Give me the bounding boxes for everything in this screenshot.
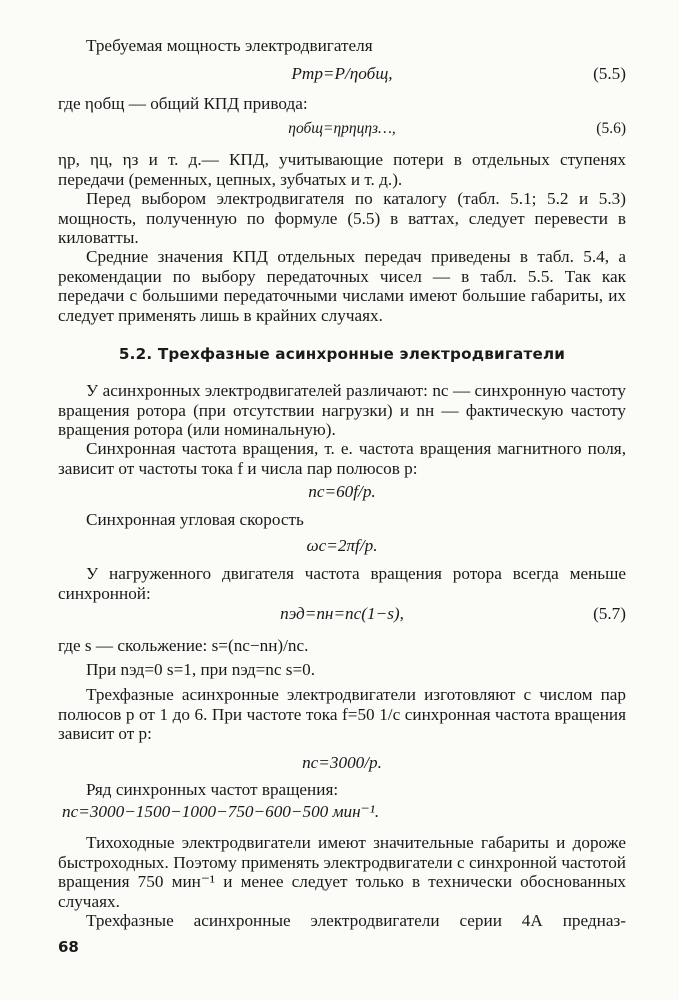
slip-limits: При nэд=0 s=1, при nэд=nс s=0. [86, 660, 316, 679]
intro-line: Требуемая мощность электродвигателя [86, 36, 373, 55]
paragraph-sync-speed: Синхронная частота вращения, т. е. частота вращения магнитного поля, зависит от частоты тока f и числа пар полюсов p: [58, 439, 626, 478]
paragraph-catalog: Перед выбором электродвигателя по каталогу (табл. 5.1; 5.2 и 5.3) мощность, полученную по формуле (5.5) в ваттах, следует перевести в киловатты. [58, 189, 626, 248]
paragraph-low-speed: Тихоходные электродвигатели имеют значительные габариты и дороже быстроходных. Поэтому применять электродвигатели с синхронной частотой вращения 750 мин⁻¹ и менее следует только в технически обоснованных случаях. [58, 833, 626, 911]
paragraph-pole-pairs: Трехфазные асинхронные электродвигатели изготовляют с числом пар полюсов p от 1 до 6. При частоте тока f=50 1/с синхронная частота вращения зависит от p: [58, 685, 626, 744]
formula-5-7-body: nэд=nн=nс(1−s), [280, 604, 404, 623]
formula-omega: ωс=2πf/p. [306, 536, 378, 555]
eta-description: ηр, ηц, ηз и т. д.— КПД, учитывающие потери в отдельных ступенях передачи (ременных, цепных, зубчатых и т. д.). [58, 150, 626, 189]
paragraph-loaded-motor: У нагруженного двигателя частота вращения ротора всегда меньше синхронной: [58, 564, 626, 603]
formula-5-5-number: (5.5) [593, 64, 626, 83]
series-intro: Ряд синхронных частот вращения: [86, 780, 339, 799]
slip-definition: где s — скольжение: s=(nс−nн)/nс. [58, 636, 309, 655]
formula-5-5-body: Pтр=P/ηобщ, [291, 64, 393, 83]
paragraph-angular-speed: Синхронная угловая скорость [86, 510, 304, 529]
formula-speed-series: nс=3000−1500−1000−750−600−500 мин⁻¹. [62, 802, 380, 821]
formula-5-7 [58, 604, 626, 624]
paragraph-async-speeds: У асинхронных электродвигателей различают: nс — синхронную частоту вращения ротора (при отсутствии нагрузки) и nн — фактическую частоту вращения ротора (или номинальную). [58, 381, 626, 440]
formula-5-6-body: ηобщ=ηpηцηз…, [288, 120, 396, 137]
paragraph-efficiency: Средние значения КПД отдельных передач приведены в табл. 5.4, а рекомендации по выбору передаточных чисел — в табл. 5.5. Так как передачи с большими передаточными числами имеют большие габариты, их следует применять лишь в крайних случаях. [58, 247, 626, 325]
formula-5-6-number: (5.6) [596, 120, 626, 137]
formula-5-5 [58, 64, 626, 84]
formula-nc: nс=60f/p. [308, 482, 376, 501]
paragraph-series-4a: Трехфазные асинхронные электродвигатели серии 4А предназ- [86, 911, 626, 930]
page-number: 68 [58, 938, 79, 956]
where-eta-total: где ηобщ — общий КПД привода: [58, 94, 308, 113]
section-heading: 5.2. Трехфазные асинхронные электродвигатели [118, 345, 566, 363]
formula-5-6 [58, 119, 626, 139]
formula-5-7-number: (5.7) [593, 604, 626, 623]
formula-3000: nс=3000/p. [302, 753, 382, 772]
